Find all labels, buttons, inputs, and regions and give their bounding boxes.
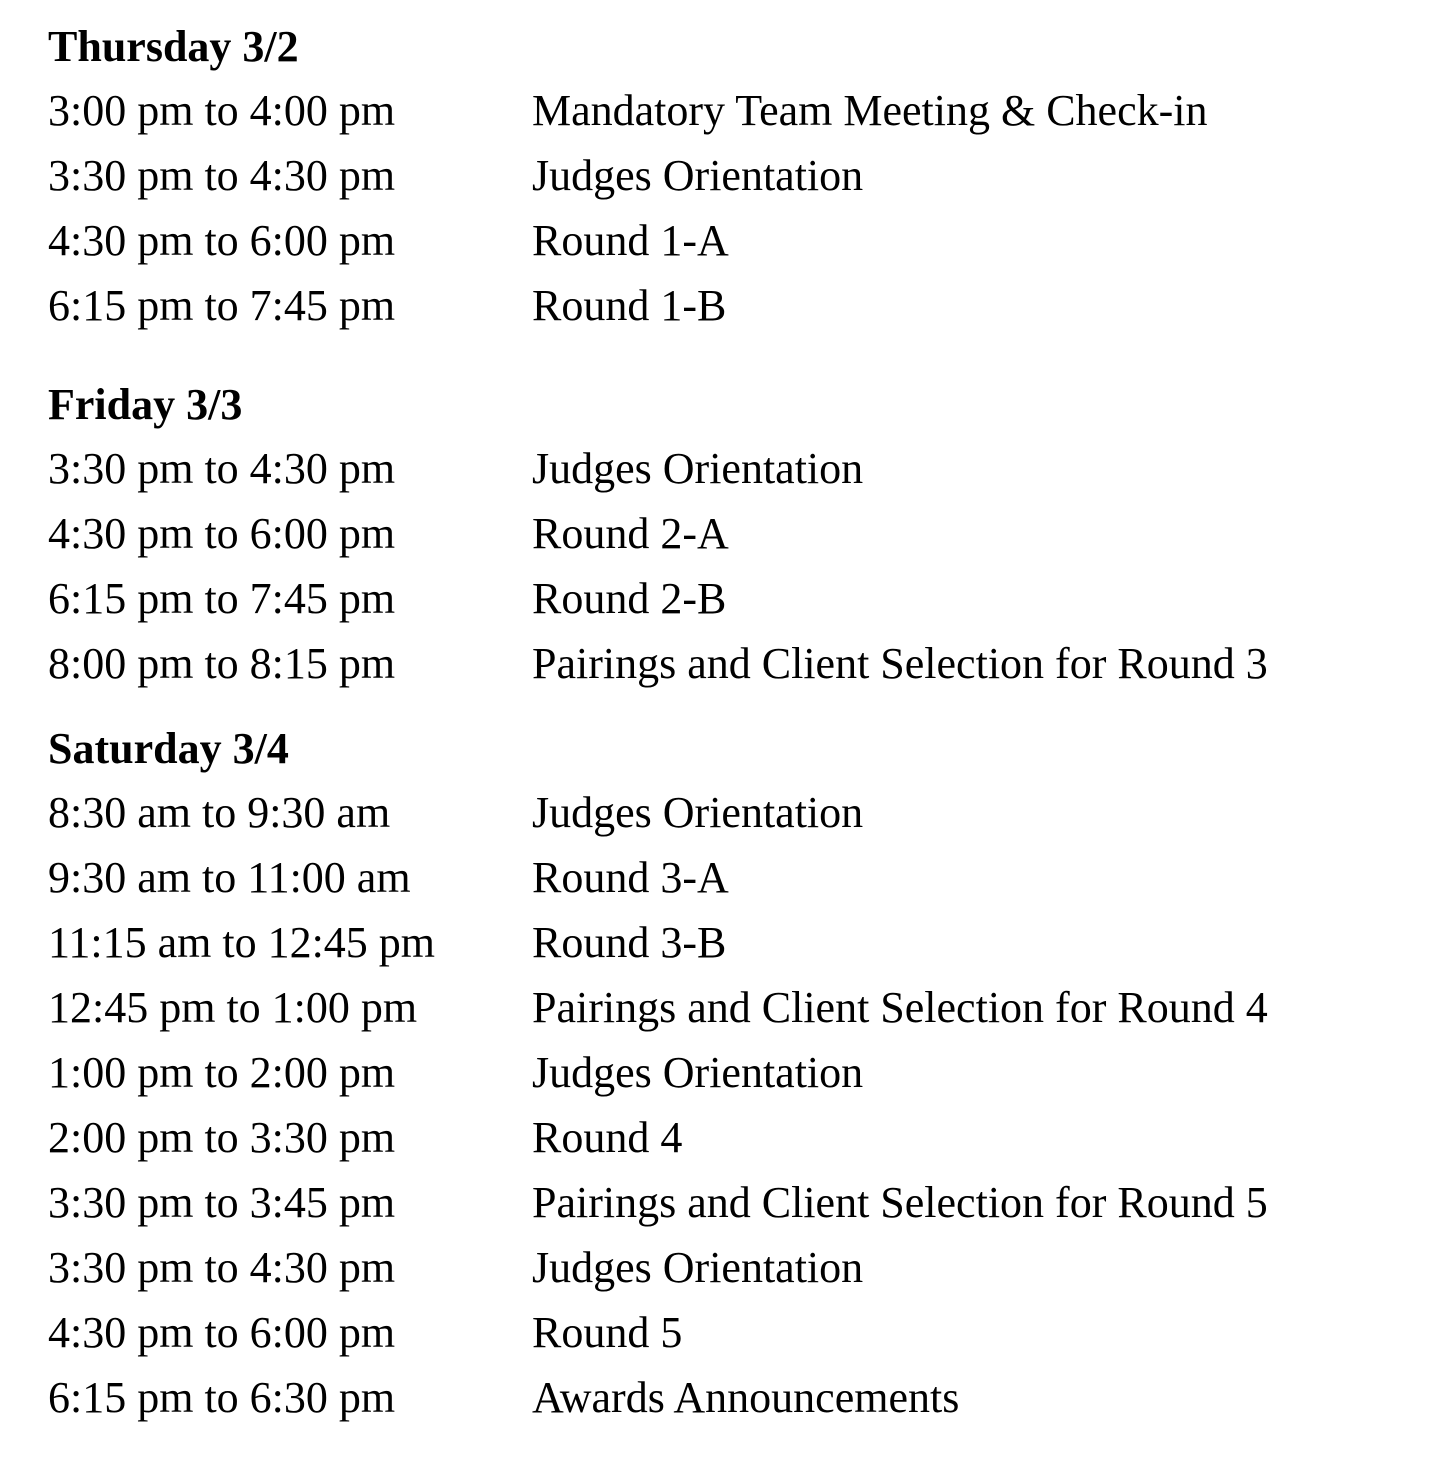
event-time: 4:30 pm to 6:00 pm xyxy=(48,1308,396,1357)
event-activity: Judges Orientation xyxy=(532,1048,864,1097)
event-activity: Round 3-B xyxy=(532,918,727,967)
schedule-days xyxy=(48,16,1424,1430)
schedule-row xyxy=(48,1300,1424,1365)
schedule-row xyxy=(48,975,1424,1040)
schedule-row xyxy=(48,78,1424,143)
day-section-1 xyxy=(48,16,1424,338)
event-activity: Pairings and Client Selection for Round 5 xyxy=(532,1178,1268,1227)
event-time: 11:15 am to 12:45 pm xyxy=(48,918,436,967)
event-time: 9:30 am to 11:00 am xyxy=(48,853,411,902)
event-time: 3:30 pm to 3:45 pm xyxy=(48,1178,396,1227)
schedule-row xyxy=(48,910,1424,975)
event-activity: Round 5 xyxy=(532,1308,683,1357)
event-activity: Round 3-A xyxy=(532,853,729,902)
schedule-row xyxy=(48,631,1424,696)
event-activity: Round 4 xyxy=(532,1113,683,1162)
event-time: 6:15 pm to 7:45 pm xyxy=(48,281,396,330)
event-activity: Round 1-B xyxy=(532,281,727,330)
event-time: 6:15 pm to 7:45 pm xyxy=(48,574,396,623)
event-time: 1:00 pm to 2:00 pm xyxy=(48,1048,396,1097)
event-time: 8:30 am to 9:30 am xyxy=(48,788,391,837)
event-activity: Round 2-A xyxy=(532,509,729,558)
event-activity: Judges Orientation xyxy=(532,788,864,837)
schedule-row xyxy=(48,1365,1424,1430)
event-activity: Mandatory Team Meeting & Check-in xyxy=(532,86,1208,135)
schedule-row xyxy=(48,845,1424,910)
day-events xyxy=(48,436,1424,696)
day-section-3 xyxy=(48,718,1424,1430)
day-events xyxy=(48,780,1424,1430)
schedule-row xyxy=(48,566,1424,631)
schedule-row xyxy=(48,143,1424,208)
event-activity: Judges Orientation xyxy=(532,1243,864,1292)
schedule-row xyxy=(48,501,1424,566)
event-activity: Round 2-B xyxy=(532,574,727,623)
event-time: 8:00 pm to 8:15 pm xyxy=(48,639,396,688)
event-activity: Awards Announcements xyxy=(532,1373,960,1422)
event-activity: Pairings and Client Selection for Round 3 xyxy=(532,639,1268,688)
event-time: 4:30 pm to 6:00 pm xyxy=(48,216,396,265)
event-time: 3:30 pm to 4:30 pm xyxy=(48,151,396,200)
day-title: Friday 3/3 xyxy=(48,380,243,429)
event-activity: Pairings and Client Selection for Round 4 xyxy=(532,983,1268,1032)
event-activity: Judges Orientation xyxy=(532,444,864,493)
day-title: Thursday 3/2 xyxy=(48,22,299,71)
event-time: 3:30 pm to 4:30 pm xyxy=(48,1243,396,1292)
schedule-row xyxy=(48,1235,1424,1300)
schedule-row xyxy=(48,436,1424,501)
event-time: 4:30 pm to 6:00 pm xyxy=(48,509,396,558)
schedule-row xyxy=(48,208,1424,273)
event-time: 6:15 pm to 6:30 pm xyxy=(48,1373,396,1422)
schedule-row xyxy=(48,1040,1424,1105)
schedule-row xyxy=(48,1105,1424,1170)
schedule-row xyxy=(48,273,1424,338)
day-title: Saturday 3/4 xyxy=(48,724,289,773)
day-section-2 xyxy=(48,374,1424,696)
event-time: 3:30 pm to 4:30 pm xyxy=(48,444,396,493)
day-events xyxy=(48,78,1424,338)
schedule-row xyxy=(48,780,1424,845)
event-time: 3:00 pm to 4:00 pm xyxy=(48,86,396,135)
event-time: 2:00 pm to 3:30 pm xyxy=(48,1113,396,1162)
event-activity: Round 1-A xyxy=(532,216,729,265)
event-time: 12:45 pm to 1:00 pm xyxy=(48,983,418,1032)
event-activity: Judges Orientation xyxy=(532,151,864,200)
schedule-row xyxy=(48,1170,1424,1235)
